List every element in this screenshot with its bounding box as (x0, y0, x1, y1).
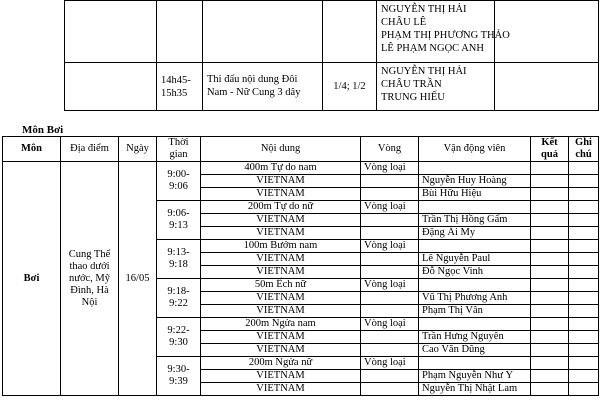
athlete-cell-empty (419, 240, 531, 253)
note-cell (569, 318, 599, 331)
team-name: VIETNAM (201, 227, 361, 240)
event-name: 200m Ngửa nữ (201, 357, 361, 370)
note-cell (569, 370, 599, 383)
round-cell-empty (361, 292, 419, 305)
result-cell (531, 331, 569, 344)
note-cell (569, 240, 599, 253)
round-cell (323, 1, 377, 63)
header-row (3, 137, 599, 162)
athlete-cell-empty (419, 201, 531, 214)
result-cell (531, 292, 569, 305)
note-cell (569, 227, 599, 240)
athlete-name: Đỗ Ngọc Vinh (419, 266, 531, 279)
athlete-name: CHÂU TRẦN (381, 79, 442, 90)
athlete-cell-empty (419, 162, 531, 175)
result-cell (531, 253, 569, 266)
time-cell: 14h45-15h35 (157, 63, 203, 111)
athlete-name: Vũ Thị Phương Anh (419, 292, 531, 305)
time-cell: 9:22-9:30 (157, 318, 201, 357)
round-cell-empty (361, 253, 419, 266)
athlete-name: PHẠM THỊ PHƯƠNG THẢO (381, 30, 510, 41)
athlete-name: Bùi Hữu Hiệu (419, 188, 531, 201)
result-cell (495, 63, 599, 111)
team-name: VIETNAM (201, 214, 361, 227)
result-cell (531, 162, 569, 175)
date-cell: 16/05 (119, 162, 157, 396)
note-cell (569, 162, 599, 175)
athlete-name: Lê Nguyễn Paul (419, 253, 531, 266)
athlete-cell-empty (419, 279, 531, 292)
event-cell: Thi đấu nội dung Đôi Nam - Nữ Cung 3 dây (203, 63, 323, 111)
result-cell (531, 279, 569, 292)
result-cell (531, 357, 569, 370)
round-cell-empty (361, 331, 419, 344)
section-title: Môn Bơi (22, 124, 64, 136)
result-cell (531, 214, 569, 227)
round-cell-empty (361, 214, 419, 227)
header-result: Kết quả (531, 137, 569, 162)
team-name: VIETNAM (201, 266, 361, 279)
athletes-cell (377, 1, 510, 63)
archery-row (65, 63, 599, 111)
round-cell-empty (361, 370, 419, 383)
header-note: Ghi chú (569, 137, 599, 162)
header-location: Địa điểm (61, 137, 119, 162)
header-event: Nội dung (201, 137, 361, 162)
header-time: Thời gian (157, 137, 201, 162)
time-cell: 9:18-9:22 (157, 279, 201, 318)
event-name: 200m Tự do nữ (201, 201, 361, 214)
athlete-name: Cao Văn Dũng (419, 344, 531, 357)
event-cell (203, 1, 323, 63)
round-cell: Vòng loại (361, 279, 419, 292)
result-cell (531, 201, 569, 214)
note-cell (569, 292, 599, 305)
team-name: VIETNAM (201, 331, 361, 344)
result-cell (531, 240, 569, 253)
round-cell-empty (361, 227, 419, 240)
round-cell-empty (361, 305, 419, 318)
round-cell-empty (361, 383, 419, 396)
note-cell (569, 201, 599, 214)
note-cell (569, 266, 599, 279)
note-cell (569, 175, 599, 188)
result-cell (531, 227, 569, 240)
sport-cell: Bơi (3, 162, 61, 396)
round-cell-empty (361, 266, 419, 279)
athlete-name: TRUNG HIẾU (381, 92, 445, 103)
round-cell-empty (361, 344, 419, 357)
time-cell: 9:00-9:06 (157, 162, 201, 201)
athlete-name: NGUYỄN THỊ HẢI (381, 66, 467, 77)
athlete-name: Nguyễn Thị Nhật Lam (419, 383, 531, 396)
result-cell (531, 266, 569, 279)
header-mon: Môn (3, 137, 61, 162)
note-cell (569, 383, 599, 396)
event-name: 100m Bướm nam (201, 240, 361, 253)
time-cell: 9:30-9:39 (157, 357, 201, 396)
header-round: Vòng (361, 137, 419, 162)
team-name: VIETNAM (201, 188, 361, 201)
event-name: 400m Tự do nam (201, 162, 361, 175)
round-cell: 1/4; 1/2 (323, 63, 377, 111)
event-name: 200m Ngửa nam (201, 318, 361, 331)
time-cell: 9:06-9:13 (157, 201, 201, 240)
result-cell (531, 175, 569, 188)
athlete-cell-empty (419, 357, 531, 370)
athlete-name: NGUYỄN THỊ HẢI (381, 4, 467, 15)
empty-cell (65, 63, 157, 111)
team-name: VIETNAM (201, 383, 361, 396)
result-cell (531, 344, 569, 357)
time-cell: 9:13-9:18 (157, 240, 201, 279)
location-cell: Cung Thể thao dưới nước, Mỹ Đình, Hà Nội (61, 162, 119, 396)
result-cell (531, 305, 569, 318)
athlete-name: CHÂU LÊ (381, 17, 427, 28)
event-name: 50m Ếch nữ (201, 279, 361, 292)
note-cell (569, 344, 599, 357)
result-cell (531, 370, 569, 383)
note-cell (569, 279, 599, 292)
archery-row (65, 1, 599, 63)
note-cell (569, 305, 599, 318)
archery-schedule-continuation (64, 0, 599, 111)
round-cell: Vòng loại (361, 201, 419, 214)
team-name: VIETNAM (201, 305, 361, 318)
round-cell: Vòng loại (361, 240, 419, 253)
athlete-name: Phạm Nguyễn Như Ý (419, 370, 531, 383)
athlete-name: Phạm Thị Vân (419, 305, 531, 318)
team-name: VIETNAM (201, 370, 361, 383)
athlete-name: Đặng Ái My (419, 227, 531, 240)
round-cell: Vòng loại (361, 357, 419, 370)
athlete-cell-empty (419, 318, 531, 331)
header-athletes: Vận động viên (419, 137, 531, 162)
result-cell (531, 318, 569, 331)
note-cell (569, 253, 599, 266)
note-cell (569, 214, 599, 227)
team-name: VIETNAM (201, 253, 361, 266)
note-cell (569, 357, 599, 370)
empty-cell (65, 1, 157, 63)
result-cell (531, 188, 569, 201)
header-date: Ngày (119, 137, 157, 162)
athletes-cell (377, 63, 495, 111)
time-cell (157, 1, 203, 63)
team-name: VIETNAM (201, 175, 361, 188)
athlete-name: LÊ PHẠM NGỌC ANH (381, 43, 484, 54)
athlete-name: Nguyễn Huy Hoàng (419, 175, 531, 188)
round-cell-empty (361, 175, 419, 188)
swimming-schedule-table (2, 136, 599, 396)
athlete-name: Trần Thị Hồng Gấm (419, 214, 531, 227)
team-name: VIETNAM (201, 344, 361, 357)
round-cell-empty (361, 188, 419, 201)
note-cell (569, 188, 599, 201)
note-cell (569, 331, 599, 344)
athlete-name: Trần Hưng Nguyên (419, 331, 531, 344)
round-cell: Vòng loại (361, 318, 419, 331)
team-name: VIETNAM (201, 292, 361, 305)
result-cell (495, 1, 599, 63)
result-cell (531, 383, 569, 396)
event-row (3, 162, 599, 175)
round-cell: Vòng loại (361, 162, 419, 175)
